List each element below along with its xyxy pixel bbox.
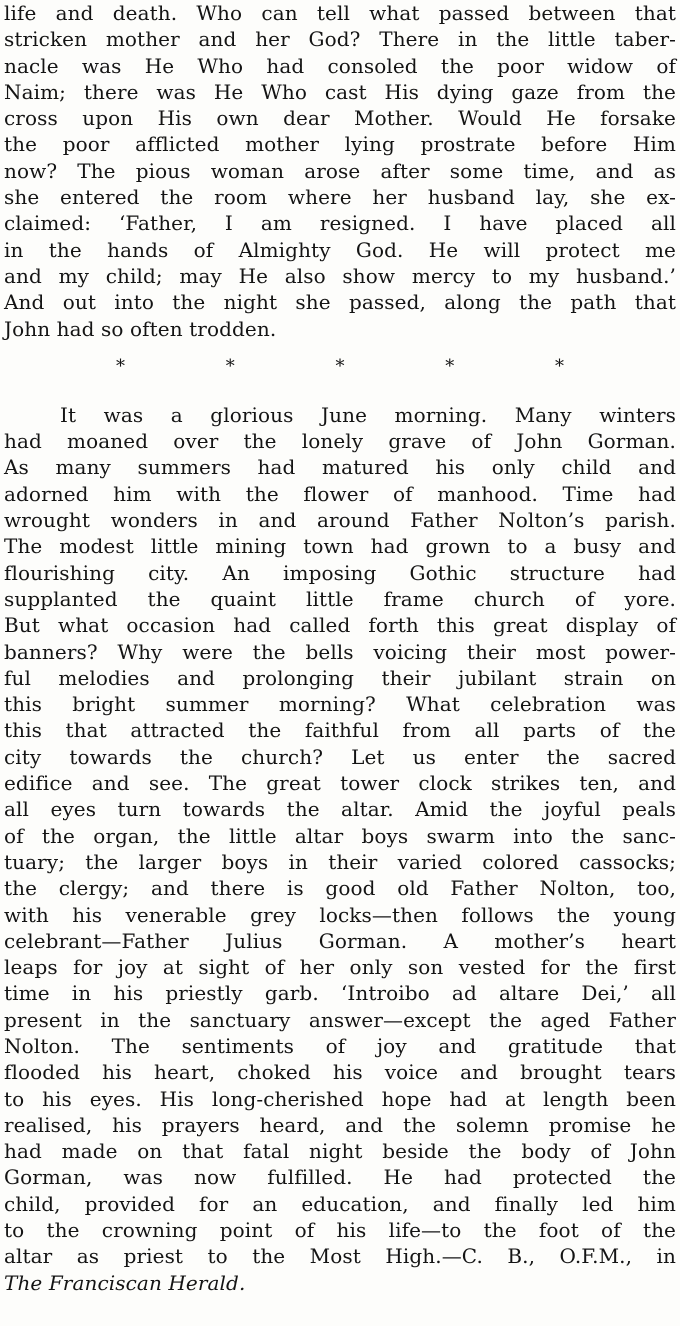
text-line: flooded his heart, choked his voice and brought tears: [4, 1060, 676, 1085]
text-line: this bright summer morning? What celebration was: [4, 692, 676, 717]
text-line: this that attracted the faithful from all parts of the: [4, 718, 676, 743]
text-line: Gorman, was now fulfilled. He had protected the: [4, 1165, 676, 1190]
asterisk: *: [555, 355, 564, 377]
text-line: It was a glorious June morning. Many winters: [60, 402, 676, 427]
asterisk: *: [225, 355, 235, 377]
text-line: stricken mother and her God? There in the little taber-: [4, 27, 676, 52]
text-line: the clergy; and there is good old Father Nolton, too,: [4, 876, 676, 901]
text-line: realised, his prayers heard, and the solemn promise he: [4, 1112, 676, 1137]
section-separator: [116, 342, 564, 388]
text-line: had made on that fatal night beside the body of John: [4, 1139, 676, 1164]
text-line: celebrant—Father Julius Gorman. A mother’s heart: [4, 928, 676, 953]
text-line: ful melodies and prolonging their jubilant strain on: [4, 665, 676, 690]
text-line: of the organ, the little altar boys swarm into the sanc-: [4, 823, 676, 848]
text-line: edifice and see. The great tower clock strikes ten, and: [4, 771, 676, 796]
article-column: [4, 0, 676, 1296]
text-line: had moaned over the lonely grave of John Gorman.: [4, 429, 676, 454]
text-line: claimed: ‘Father, I am resigned. I have placed all: [4, 211, 676, 236]
text-line: And out into the night she passed, along the path that: [4, 290, 676, 315]
text-line: the poor afflicted mother lying prostrate before Him: [4, 132, 676, 157]
text-line: cross upon His own dear Mother. Would He forsake: [4, 106, 676, 131]
text-line: Nolton. The sentiments of joy and gratitude that: [4, 1033, 676, 1058]
text-line: banners? Why were the bells voicing their most power-: [4, 639, 676, 664]
text-line: adorned him with the flower of manhood. Time had: [4, 481, 676, 506]
paragraph-2: [4, 402, 676, 1296]
text-line: to the crowning point of his life—to the foot of the: [4, 1218, 676, 1243]
paragraph-1: [4, 0, 676, 342]
text-line: tuary; the larger boys in their varied colored cassocks;: [4, 849, 676, 874]
text-line: child, provided for an education, and finally led him: [4, 1191, 676, 1216]
text-line: altar as priest to the Most High.—C. B., O.F.M., in: [4, 1244, 676, 1269]
asterisk: *: [335, 355, 345, 377]
text-line: and my child; may He also show mercy to my husband.’: [4, 263, 676, 288]
text-line: with his venerable grey locks—then follows the young: [4, 902, 676, 927]
text-line: flourishing city. An imposing Gothic structure had: [4, 560, 676, 585]
asterisk: *: [445, 355, 455, 377]
text-line: nacle was He Who had consoled the poor widow of: [4, 53, 676, 78]
text-line: wrought wonders in and around Father Nolton’s parish.: [4, 508, 676, 533]
text-line: Naim; there was He Who cast His dying gaze from the: [4, 79, 676, 104]
text-line: The modest little mining town had grown to a busy and: [4, 534, 676, 559]
text-line: supplanted the quaint little frame church of yore.: [4, 586, 676, 611]
text-line: As many summers had matured his only child and: [4, 455, 676, 480]
asterisk: *: [116, 355, 125, 377]
source-attribution: The Franciscan Herald.: [4, 1270, 246, 1295]
text-line: time in his priestly garb. ‘Introibo ad altare Dei,’ all: [4, 981, 676, 1006]
text-line: to his eyes. His long-cherished hope had at length been: [4, 1086, 676, 1111]
text-line: city towards the church? Let us enter the sacred: [4, 744, 676, 769]
text-line: But what occasion had called forth this great display of: [4, 613, 676, 638]
text-line: now? The pious woman arose after some time, and as: [4, 158, 676, 183]
text-line: leaps for joy at sight of her only son vested for the first: [4, 955, 676, 980]
text-line: all eyes turn towards the altar. Amid the joyful peals: [4, 797, 676, 822]
text-line: John had so often trodden.: [4, 316, 277, 341]
text-line: present in the sanctuary answer—except the aged Father: [4, 1007, 676, 1032]
text-line: life and death. Who can tell what passed between that: [4, 1, 676, 25]
text-line: she entered the room where her husband lay, she ex-: [4, 185, 676, 210]
text-line: in the hands of Almighty God. He will protect me: [4, 237, 676, 262]
